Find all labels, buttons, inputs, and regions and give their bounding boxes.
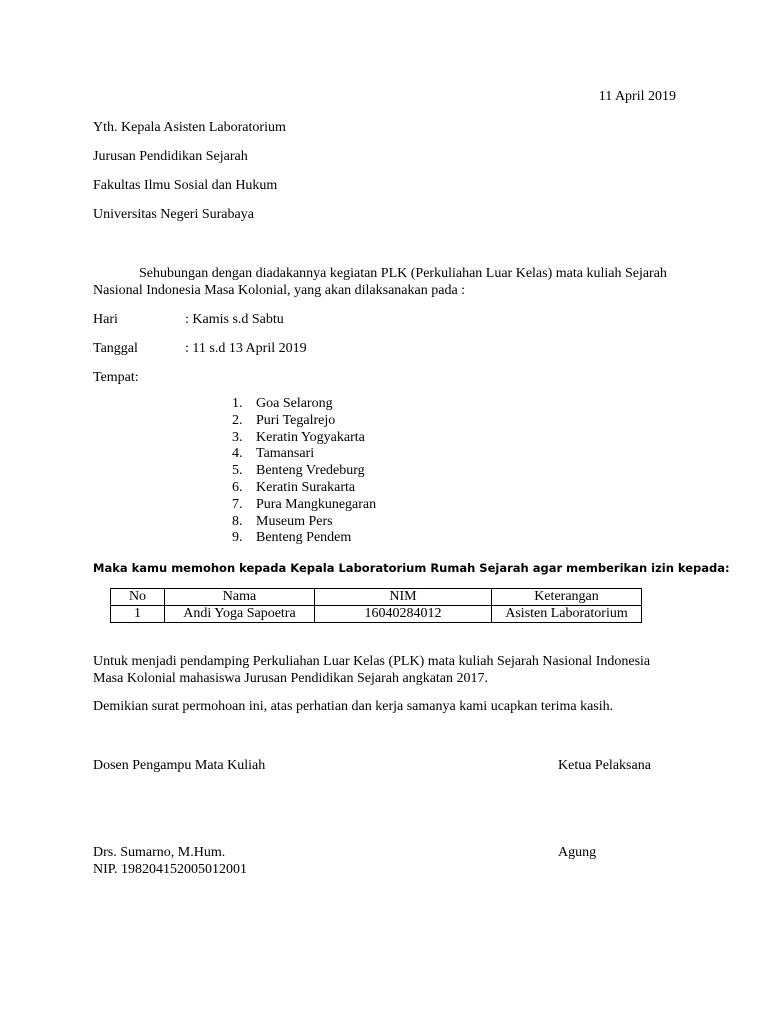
list-number: 9.: [232, 530, 243, 546]
table-row: [111, 606, 642, 623]
list-item: [232, 446, 376, 463]
list-item: [232, 430, 376, 447]
place-name: Puri Tegalrejo: [256, 412, 336, 428]
cell-keterangan: Asisten Laboratorium: [492, 606, 642, 623]
recipient-line-2: Jurusan Pendidikan Sejarah: [93, 149, 248, 164]
cell-nim: 16040284012: [315, 606, 492, 623]
place-name: Museum Pers: [256, 513, 333, 529]
recipient-line-4: Universitas Negeri Surabaya: [93, 207, 254, 222]
list-item: [232, 480, 376, 497]
list-number: 6.: [232, 479, 243, 495]
list-item: [232, 413, 376, 430]
list-number: 3.: [232, 429, 243, 445]
right-signature-title: Ketua Pelaksana: [558, 758, 651, 773]
right-signature-name: Agung: [558, 845, 597, 860]
column-header-nama: Nama: [165, 589, 315, 606]
closing-paragraph: Demikian surat permohoan ini, atas perhatian dan kerja samanya kami ucapkan terima kasih.: [93, 699, 614, 714]
day-value: : Kamis s.d Sabtu: [185, 312, 284, 327]
left-signature-nip: NIP. 198204152005012001: [93, 862, 248, 877]
day-label: Hari: [93, 312, 118, 327]
list-number: 5.: [232, 463, 243, 479]
place-label: Tempat:: [93, 370, 139, 385]
left-signature-name: Drs. Sumarno, M.Hum.: [93, 845, 226, 860]
place-name: Goa Selarong: [256, 396, 333, 411]
place-name: Keratin Surakarta: [256, 479, 356, 495]
place-name: Keratin Yogyakarta: [256, 429, 365, 445]
place-name: Benteng Pendem: [256, 530, 352, 546]
list-item: [232, 396, 376, 413]
recipient-line-1: Yth. Kepala Asisten Laboratorium: [93, 120, 286, 135]
list-item: [232, 530, 376, 547]
permission-table: [110, 588, 642, 623]
column-header-keterangan: Keterangan: [492, 589, 642, 606]
place-name: Benteng Vredeburg: [256, 463, 365, 479]
list-number: 7.: [232, 496, 243, 512]
list-number: 2.: [232, 412, 243, 428]
places-list: [232, 396, 376, 547]
place-name: Pura Mangkunegaran: [256, 496, 377, 512]
purpose-paragraph: Untuk menjadi pendamping Perkuliahan Luar Kelas (PLK) mata kuliah Sejarah Nasional Indonesia Masa Kolonial mahasiswa Jurusan Pendidikan Sejarah angkatan 2017.: [93, 654, 651, 686]
place-name: Tamansari: [256, 446, 315, 462]
list-number: 8.: [232, 513, 243, 529]
cell-nama: Andi Yoga Sapoetra: [165, 606, 315, 623]
letter-date: 11 April 2019: [598, 89, 676, 104]
list-item: [232, 463, 376, 480]
intro-paragraph: Sehubungan dengan diadakannya kegiatan PLK (Perkuliahan Luar Kelas) mata kuliah Sejarah Nasional Indonesia Masa Kolonial, yang akan dilaksanakan pada :: [93, 266, 667, 298]
table-header-row: [111, 589, 642, 606]
column-header-no: No: [111, 589, 165, 606]
date-label: Tanggal: [93, 341, 138, 356]
column-header-nim: NIM: [315, 589, 492, 606]
request-statement: Maka kamu memohon kepada Kepala Laboratorium Rumah Sejarah agar memberikan izin kepada:: [93, 561, 730, 575]
list-item: [232, 514, 376, 531]
recipient-line-3: Fakultas Ilmu Sosial dan Hukum: [93, 178, 278, 193]
list-item: [232, 497, 376, 514]
list-number: 4.: [232, 446, 243, 462]
left-signature-title: Dosen Pengampu Mata Kuliah: [93, 758, 266, 773]
date-value: : 11 s.d 13 April 2019: [185, 341, 307, 356]
cell-no: 1: [111, 606, 165, 623]
list-number: 1.: [232, 396, 243, 411]
